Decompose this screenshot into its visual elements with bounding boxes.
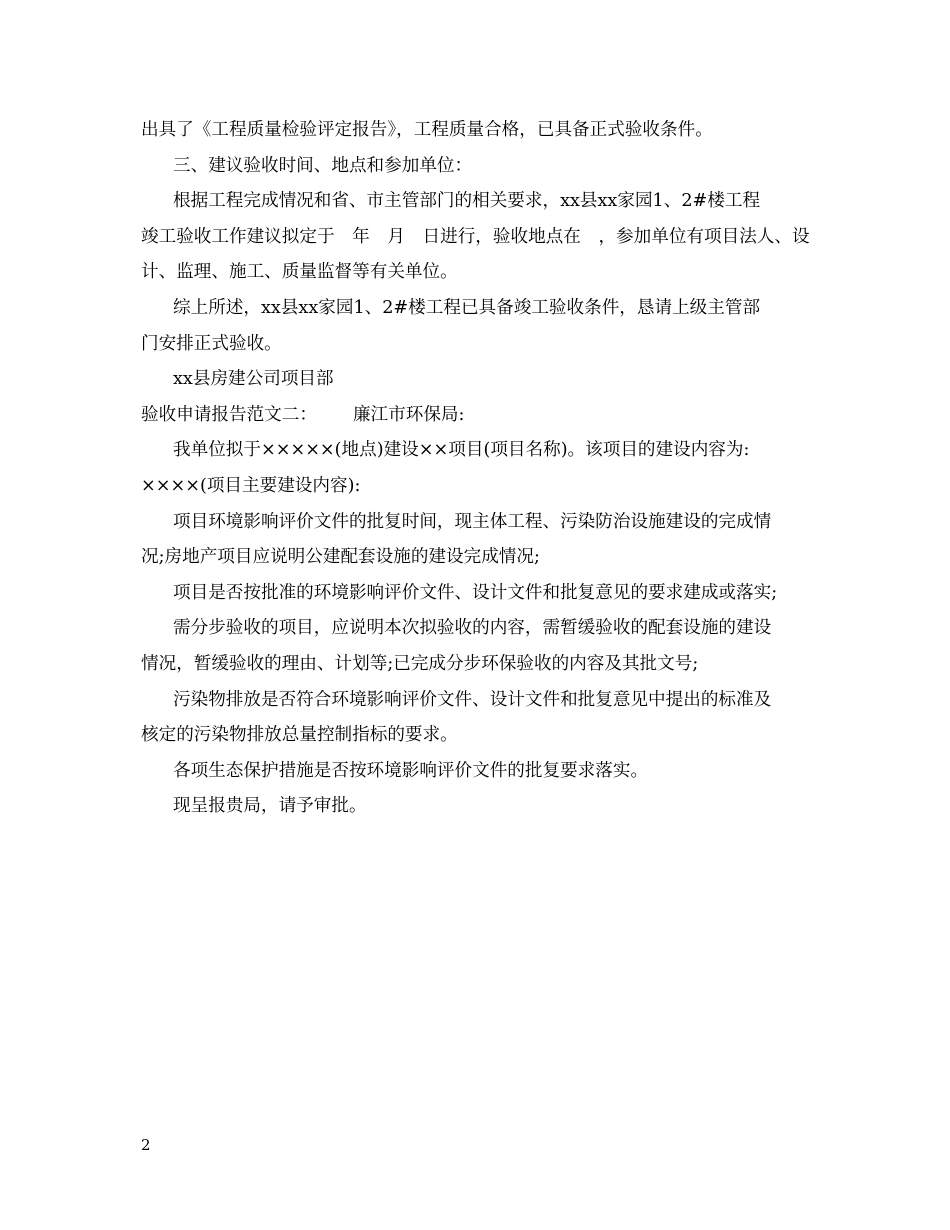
text-line: 计、监理、施工、质量监督等有关单位。: [141, 262, 458, 283]
text-line: 况;房地产项目应说明公建配套设施的建设完成情况;: [141, 547, 540, 568]
text-line: 根据工程完成情况和省、市主管部门的相关要求，xx县xx家园1、2#楼工程: [173, 191, 761, 212]
section-title: 验收申请报告范文二：: [141, 404, 317, 425]
text-line: 各项生态保护措施是否按环境影响评价文件的批复要求落实。: [173, 760, 649, 781]
text-line: 我单位拟于×××××(地点)建设××项目(项目名称)。该项目的建设内容为:: [173, 440, 750, 461]
signature-line: xx县房建公司项目部: [173, 369, 334, 390]
text-line: 污染物排放是否符合环境影响评价文件、设计文件和批复意见中提出的标准及: [173, 689, 772, 710]
text-line: 综上所述，xx县xx家园1、2#楼工程已具备竣工验收条件，恳请上级主管部: [173, 297, 761, 318]
text-line: 核定的污染物排放总量控制指标的要求。: [141, 725, 458, 746]
document-body: [141, 113, 813, 825]
section-title-line: [141, 398, 813, 434]
addressee: 廉江市环保局:: [352, 404, 465, 425]
text-line: ××××(项目主要建设内容):: [141, 475, 361, 496]
text-line: 竣工验收工作建议拟定于 年 月 日进行，验收地点在 ，参加单位有项目法人、设: [141, 226, 810, 247]
text-line: 项目是否按批准的环境影响评价文件、设计文件和批复意见的要求建成或落实;: [173, 582, 778, 603]
page-number: 2: [141, 1136, 151, 1154]
text-line: 出具了《工程质量检验评定报告》，工程质量合格，已具备正式验收条件。: [141, 120, 713, 140]
section-heading: 三、建议验收时间、地点和参加单位：: [173, 155, 473, 176]
text-line: 门安排正式验收。: [141, 333, 282, 354]
text-line: 情况，暂缓验收的理由、计划等;已完成分步环保验收的内容及其批文号;: [141, 653, 699, 674]
text-line: 项目环境影响评价文件的批复时间，现主体工程、污染防治设施建设的完成情: [173, 511, 772, 532]
text-line: 需分步验收的项目，应说明本次拟验收的内容，需暂缓验收的配套设施的建设: [173, 618, 772, 639]
text-line: 现呈报贵局，请予审批。: [173, 796, 367, 817]
